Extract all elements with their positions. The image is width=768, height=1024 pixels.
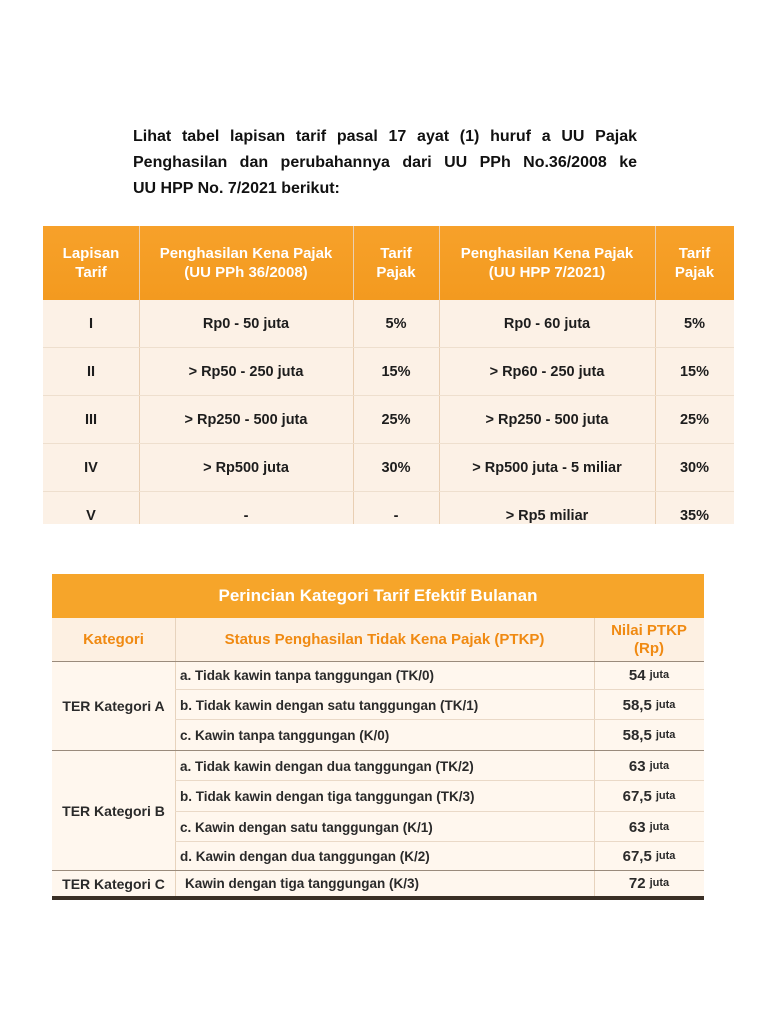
table-cell-tarif-old: 15% [381, 364, 411, 380]
ptkp-value-unit: juta [655, 729, 676, 741]
ptkp-value-unit: juta [649, 821, 670, 833]
header-lapisan-line2: Tarif [75, 264, 107, 281]
ter-table [52, 574, 704, 900]
header-pkp-old-line1: Penghasilan Kena Pajak [159, 245, 333, 262]
header-pkp-new-line2: (UU HPP 7/2021) [488, 264, 606, 281]
ptkp-value-number: 54 [628, 666, 646, 684]
table-cell-lapisan: I [88, 316, 94, 332]
header-tarif-old-line1: Tarif [380, 245, 412, 262]
ptkp-value-number: 63 [628, 818, 646, 836]
table-cell-pkp-new: > Rp60 - 250 juta [489, 364, 605, 380]
ptkp-value-number: 58,5 [622, 726, 652, 744]
header-tarif-new [655, 226, 734, 300]
ptkp-value-number: 67,5 [622, 787, 652, 805]
header-nilai-ptkp [594, 618, 704, 662]
header-lapisan-line1: Lapisan [62, 245, 120, 262]
table-cell-tarif-new: 5% [684, 316, 705, 332]
ptkp-value-unit: juta [649, 669, 670, 681]
table-cell-tarif-new: 15% [679, 364, 710, 380]
ptkp-status: b. Tidak kawin dengan satu tanggungan (TK/1) [180, 697, 479, 713]
ptkp-value-number: 63 [628, 757, 646, 775]
ptkp-status: c. Kawin tanpa tanggungan (K/0) [180, 727, 390, 743]
header-pkp-old-line2: (UU PPh 36/2008) [184, 264, 308, 281]
table-bottom-border [52, 896, 704, 900]
table-cell-lapisan: V [86, 508, 96, 524]
ptkp-value [594, 690, 704, 720]
ptkp-value-unit: juta [655, 850, 676, 862]
ptkp-value-number: 72 [628, 874, 646, 892]
ter-table-title: Perincian Kategori Tarif Efektif Bulanan [52, 574, 704, 618]
table-cell-pkp-new: > Rp250 - 500 juta [485, 412, 609, 428]
ptkp-value [594, 812, 704, 842]
table-cell-lapisan: III [84, 412, 98, 428]
intro-line-1: Lihat tabel lapisan tarif pasal 17 ayat (1) huruf a UU Pajak [133, 128, 637, 145]
table-cell-pkp-new: > Rp500 juta - 5 miliar [472, 460, 622, 476]
intro-paragraph [133, 124, 637, 202]
ptkp-value-number: 67,5 [622, 847, 652, 865]
table-cell-pkp-old: > Rp500 juta [203, 460, 289, 476]
table-cell-tarif-old: 25% [381, 412, 411, 428]
header-tarif-old [353, 226, 439, 300]
ter-category-label: TER Kategori B [62, 802, 165, 819]
table-cell-lapisan: IV [84, 460, 98, 476]
header-tarif-new-line1: Tarif [678, 245, 711, 262]
ptkp-value-unit: juta [655, 699, 676, 711]
header-pkp-new-line1: Penghasilan Kena Pajak [460, 245, 634, 262]
ptkp-status: d. Kawin dengan dua tanggungan (K/2) [180, 848, 430, 864]
header-tarif-old-line2: Pajak [376, 264, 416, 281]
tarif-table [43, 226, 734, 524]
header-status-ptkp: Status Penghasilan Tidak Kena Pajak (PTKP) [224, 631, 545, 648]
ptkp-value-unit: juta [649, 760, 670, 772]
ptkp-value-unit: juta [655, 790, 676, 802]
intro-line-3: UU HPP No. 7/2021 berikut: [133, 180, 340, 197]
header-lapisan-tarif [43, 226, 139, 300]
header-tarif-new-line2: Pajak [674, 264, 715, 281]
table-cell-lapisan: II [86, 364, 96, 380]
ptkp-value [594, 841, 704, 871]
table-cell-pkp-new: > Rp5 miliar [505, 508, 589, 524]
header-kategori: Kategori [83, 631, 144, 648]
table-cell-pkp-old: Rp0 - 50 juta [202, 316, 290, 332]
table-cell-tarif-old: 30% [381, 460, 411, 476]
table-cell-pkp-old: > Rp50 - 250 juta [188, 364, 304, 380]
table-cell-tarif-new: 30% [679, 460, 710, 476]
ter-category-label: TER Kategori A [62, 698, 165, 714]
table-cell-tarif-new: 25% [679, 412, 710, 428]
ptkp-status: b. Tidak kawin dengan tiga tanggungan (TK/3) [180, 788, 475, 804]
ptkp-value [594, 870, 704, 896]
column-divider [175, 618, 176, 896]
ptkp-status: a. Tidak kawin tanpa tanggungan (TK/0) [180, 667, 435, 683]
table-cell-tarif-old: - [393, 508, 399, 524]
ptkp-value [594, 720, 704, 750]
table-cell-tarif-old: 5% [385, 316, 407, 332]
header-pkp-old [139, 226, 353, 300]
header-nilai-line1: Nilai PTKP [611, 622, 687, 639]
table-cell-pkp-old: > Rp250 - 500 juta [184, 412, 308, 428]
table-cell-pkp-old: - [243, 508, 249, 524]
ptkp-value [594, 781, 704, 811]
ptkp-value [594, 660, 704, 690]
ptkp-value [594, 751, 704, 781]
table-cell-tarif-new: 35% [679, 508, 710, 524]
ptkp-value-number: 58,5 [622, 696, 652, 714]
ptkp-value-unit: juta [649, 877, 670, 889]
ptkp-status: c. Kawin dengan satu tanggungan (K/1) [180, 819, 433, 835]
table-cell-pkp-new: Rp0 - 60 juta [503, 316, 591, 332]
header-nilai-line2: (Rp) [634, 640, 664, 657]
header-pkp-new [439, 226, 655, 300]
intro-line-2: Penghasilan dan perubahannya dari UU PPh No.36/2008 ke [133, 154, 637, 171]
ptkp-status: a. Tidak kawin dengan dua tanggungan (TK/2) [180, 758, 474, 774]
ptkp-status: Kawin dengan tiga tanggungan (K/3) [185, 875, 419, 891]
ter-category-label: TER Kategori C [62, 876, 165, 892]
